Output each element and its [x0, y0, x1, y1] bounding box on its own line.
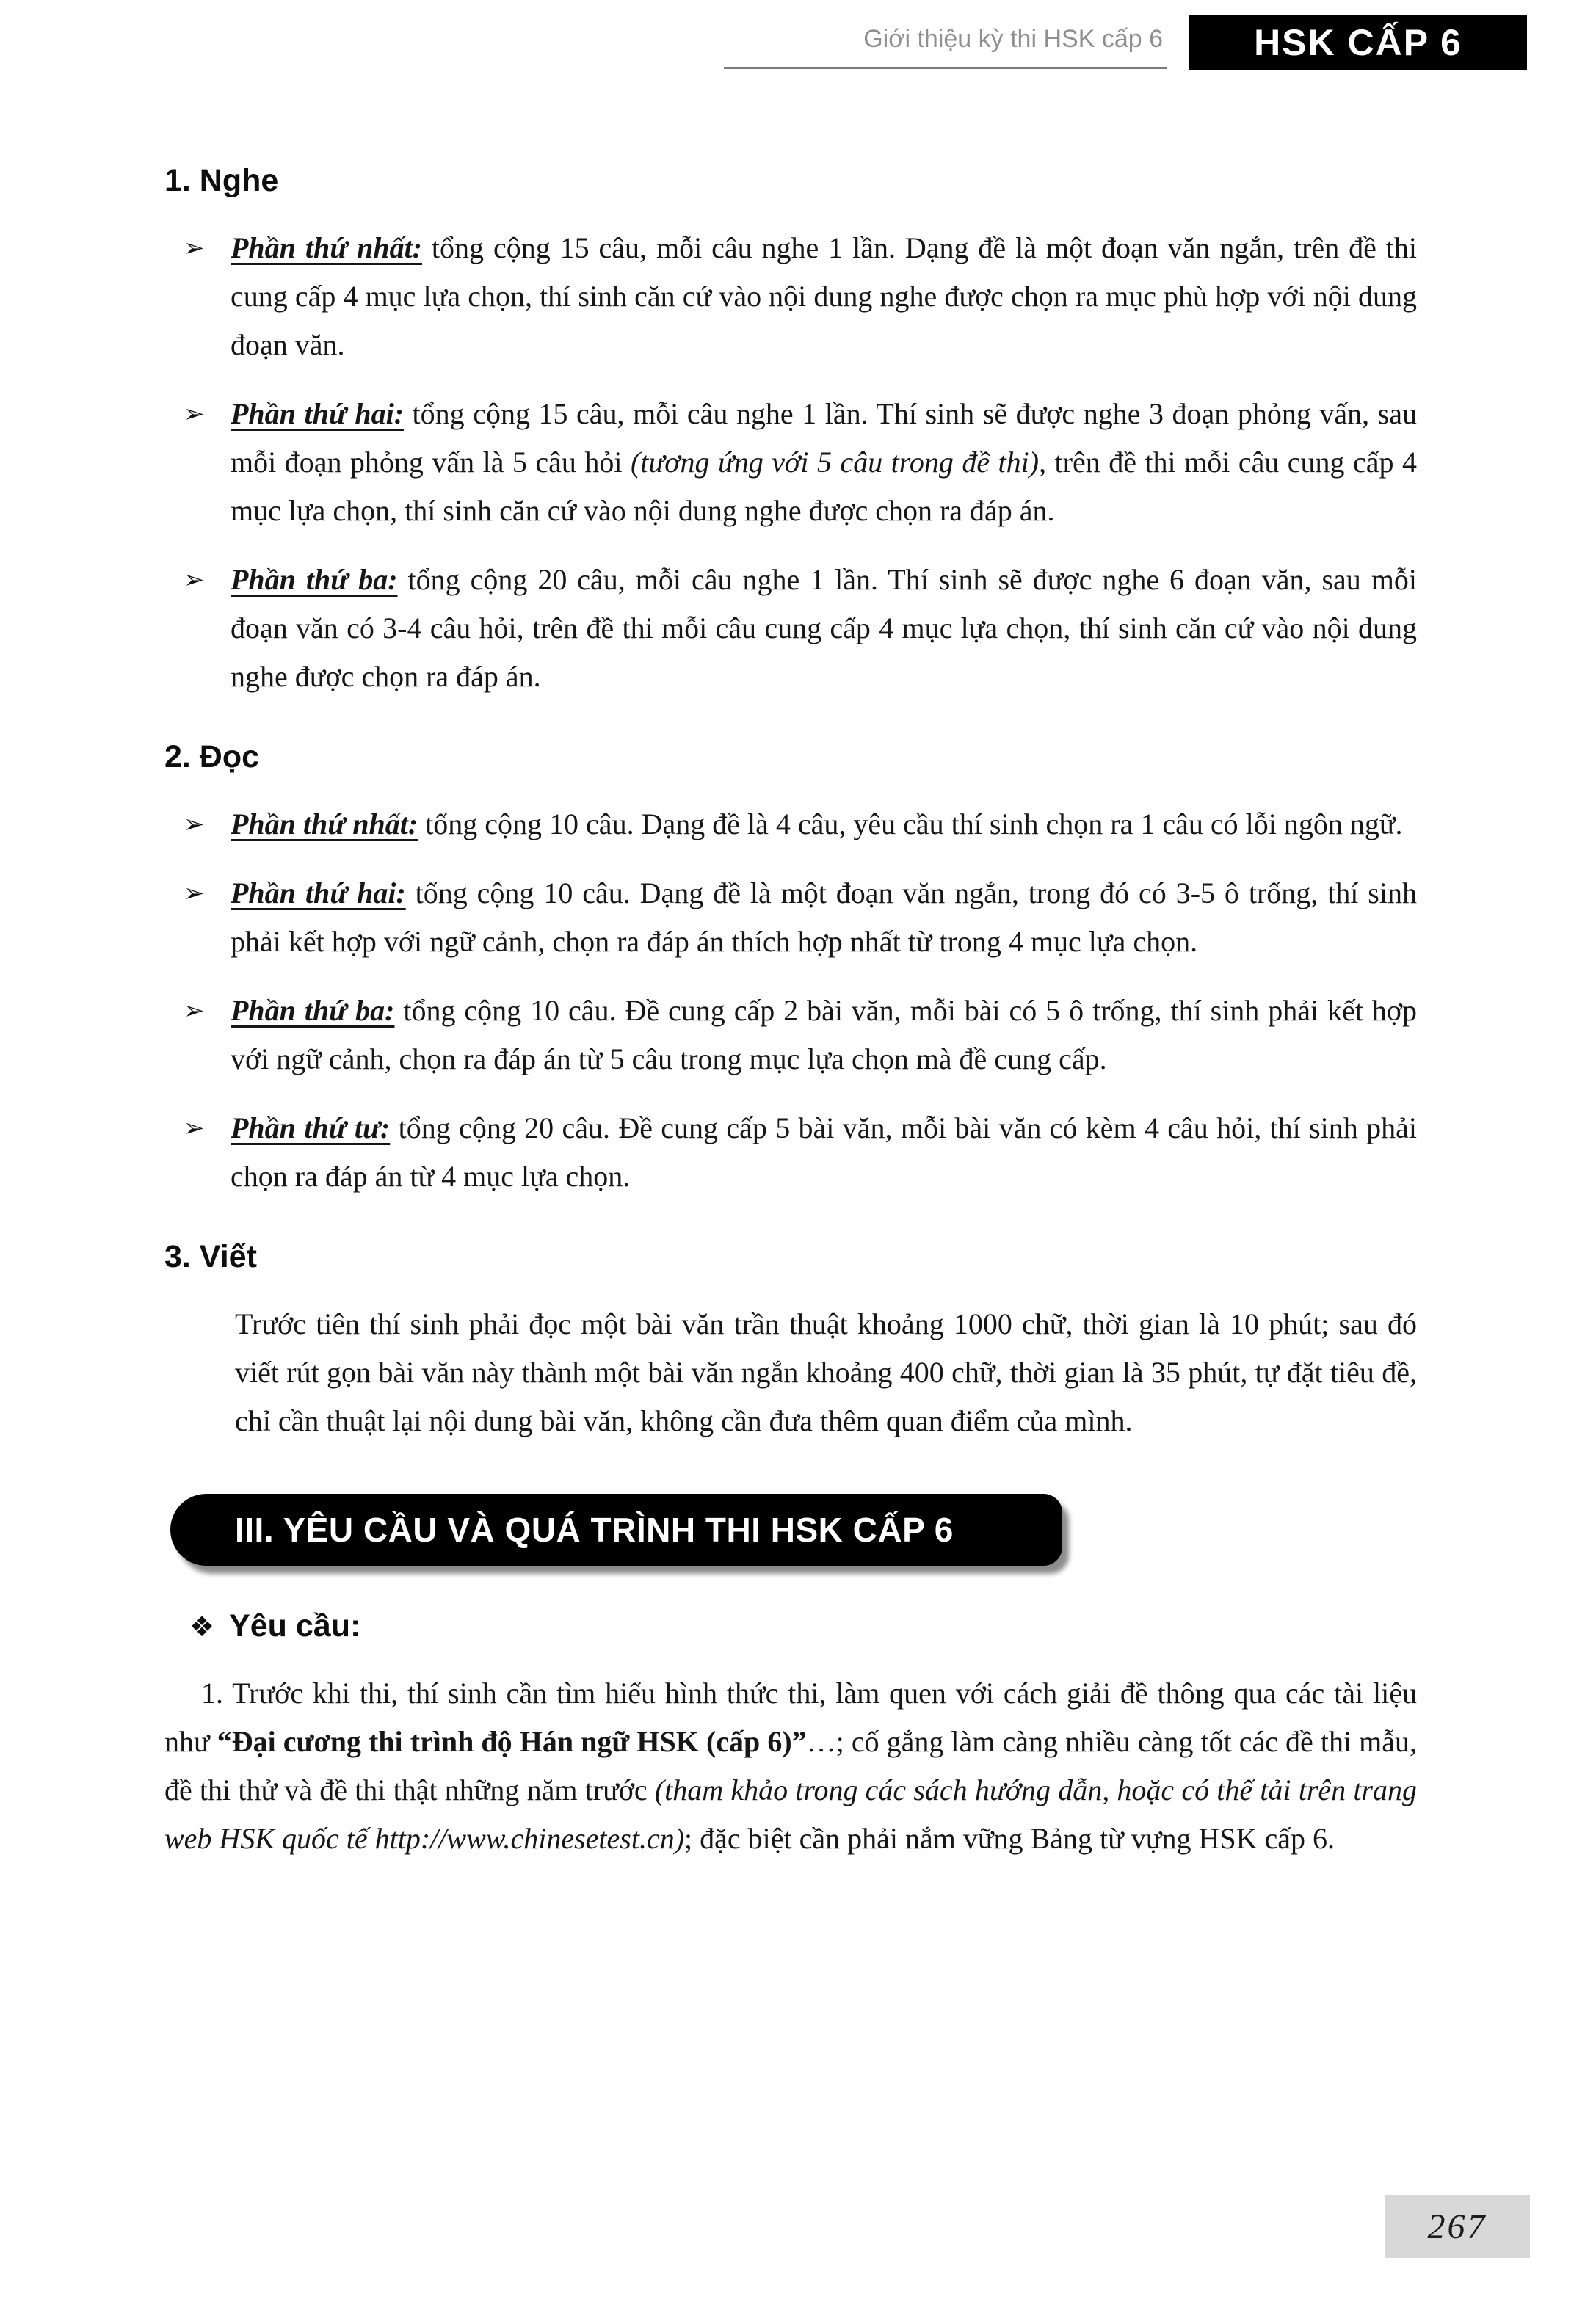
diamond-bullet-icon: ❖ — [189, 1610, 215, 1643]
item-lead: Phần thứ hai: — [231, 397, 405, 430]
list-item-text — [231, 390, 1417, 535]
arrow-bullet-icon: ➢ — [184, 996, 205, 1025]
paragraph-run: …; cố gắng làm càng nhiều càng tốt các đề thi mẫu, đề thi thử và đề thi thật những năm trước — [164, 1725, 1418, 1806]
item-lead: Phần thứ nhất: — [231, 807, 418, 840]
item-lead: Phần thứ hai: — [231, 876, 406, 909]
list-item — [164, 224, 1417, 369]
item-body: tổng cộng 10 câu. Dạng đề là 4 câu, yêu cầu thí sinh chọn ra 1 câu có lỗi ngôn ngữ. — [418, 807, 1403, 840]
section-heading-nghe: 1. Nghe — [164, 163, 279, 198]
list-item-text — [231, 869, 1417, 966]
item-body: tổng cộng 20 câu, mỗi câu nghe 1 lần. Thí sinh sẽ được nghe 6 đoạn văn, sau mỗi đoạn văn có 3-4 câu hỏi, trên đề thi mỗi câu cung cấp 4 mục lựa chọn, thí sinh căn cứ vào nội dung nghe được chọn ra đáp án. — [231, 563, 1417, 693]
page-header — [0, 0, 1596, 125]
list-item — [164, 390, 1417, 535]
list-item — [164, 800, 1417, 849]
arrow-bullet-icon: ➢ — [184, 810, 205, 839]
banner-title: III. YÊU CẦU VÀ QUÁ TRÌNH THI HSK CẤP 6 — [235, 1511, 954, 1549]
item-lead: Phần thứ tư: — [231, 1111, 391, 1144]
item-body: tổng cộng 15 câu, mỗi câu nghe 1 lần. Thí sinh sẽ được nghe 3 đoạn phỏng vấn, sau mỗi đoạn phỏng vấn là 5 câu hỏi — [231, 397, 1417, 479]
list-item — [164, 556, 1417, 701]
requirements-paragraph — [164, 1669, 1417, 1863]
hsk-level-badge: HSK CẤP 6 — [1189, 15, 1527, 70]
list-item-text — [231, 556, 1417, 701]
running-title: Giới thiệu kỳ thi HSK cấp 6 — [724, 25, 1167, 69]
item-body: tổng cộng 10 câu. Đề cung cấp 2 bài văn, mỗi bài có 5 ô trống, thí sinh phải kết hợp với ngữ cảnh, chọn ra đáp án từ 5 câu trong mục lựa chọn mà đề cung cấp. — [231, 994, 1417, 1075]
list-item-text — [231, 800, 1417, 849]
section-heading-viet: 3. Viết — [164, 1239, 257, 1274]
paragraph-run: 1. Trước khi thi, thí sinh cần tìm hiểu hình thức thi, làm quen với cách giải đề thông qua các tài liệu như — [164, 1677, 1417, 1758]
paragraph-run-bold: “Đại cương thi trình độ Hán ngữ HSK (cấp 6)” — [217, 1725, 807, 1758]
item-lead: Phần thứ ba: — [231, 994, 395, 1027]
item-body: , trên đề thi mỗi câu cung cấp 4 mục lựa chọn, thí sinh căn cứ vào nội dung nghe được chọn ra đáp án. — [231, 446, 1417, 527]
item-body: tổng cộng 10 câu. Dạng đề là một đoạn văn ngắn, trong đó có 3-5 ô trống, thí sinh phải kết hợp với ngữ cảnh, chọn ra đáp án thích hợp nhất từ trong 4 mục lựa chọn. — [231, 876, 1417, 958]
page-number-box — [1385, 2195, 1530, 2258]
item-body: tổng cộng 20 câu. Đề cung cấp 5 bài văn, mỗi bài văn có kèm 4 câu hỏi, thí sinh phải chọn ra đáp án từ 4 mục lựa chọn. — [231, 1111, 1417, 1193]
paragraph-run-italic: (tham khảo trong các sách hướng dẫn, hoặc có thể tải trên trang web HSK quốc tế http://www.chinesetest.cn) — [164, 1773, 1417, 1855]
item-body-italic: (tương ứng với 5 câu trong đề thi) — [630, 446, 1040, 479]
list-item — [164, 1104, 1417, 1201]
section-banner — [170, 1494, 1062, 1566]
arrow-bullet-icon: ➢ — [184, 1114, 205, 1143]
paragraph-run: ; đặc biệt cần phải nắm vững Bảng từ vựng HSK cấp 6. — [684, 1822, 1335, 1855]
list-item-text — [231, 987, 1417, 1083]
item-lead: Phần thứ nhất: — [231, 231, 423, 264]
section-heading-doc: 2. Đọc — [164, 739, 260, 774]
page-content — [0, 163, 1596, 1863]
page-number: 267 — [1427, 2207, 1487, 2246]
list-item — [164, 869, 1417, 966]
list-item-text — [231, 224, 1417, 369]
arrow-bullet-icon: ➢ — [184, 565, 205, 595]
requirements-heading — [189, 1608, 1417, 1644]
requirements-heading-label: Yêu cầu: — [229, 1608, 361, 1644]
item-lead: Phần thứ ba: — [231, 563, 398, 596]
arrow-bullet-icon: ➢ — [184, 879, 205, 908]
item-body: tổng cộng 15 câu, mỗi câu nghe 1 lần. Dạng đề là một đoạn văn ngắn, trên đề thi cung cấp 4 mục lựa chọn, thí sinh căn cứ vào nội dung nghe được chọn ra mục phù hợp với nội dung đoạn văn. — [231, 231, 1417, 361]
viet-paragraph: Trước tiên thí sinh phải đọc một bài văn trần thuật khoảng 1000 chữ, thời gian là 10 phút; sau đó viết rút gọn bài văn này thành một bài văn ngắn khoảng 400 chữ, thời gian là 35 phút, tự đặt tiêu đề, chỉ cần thuật lại nội dung bài văn, không cần đưa thêm quan điểm của mình. — [235, 1307, 1417, 1437]
list-item — [164, 987, 1417, 1083]
list-item-text — [231, 1104, 1417, 1201]
arrow-bullet-icon: ➢ — [184, 233, 205, 263]
arrow-bullet-icon: ➢ — [184, 399, 205, 429]
